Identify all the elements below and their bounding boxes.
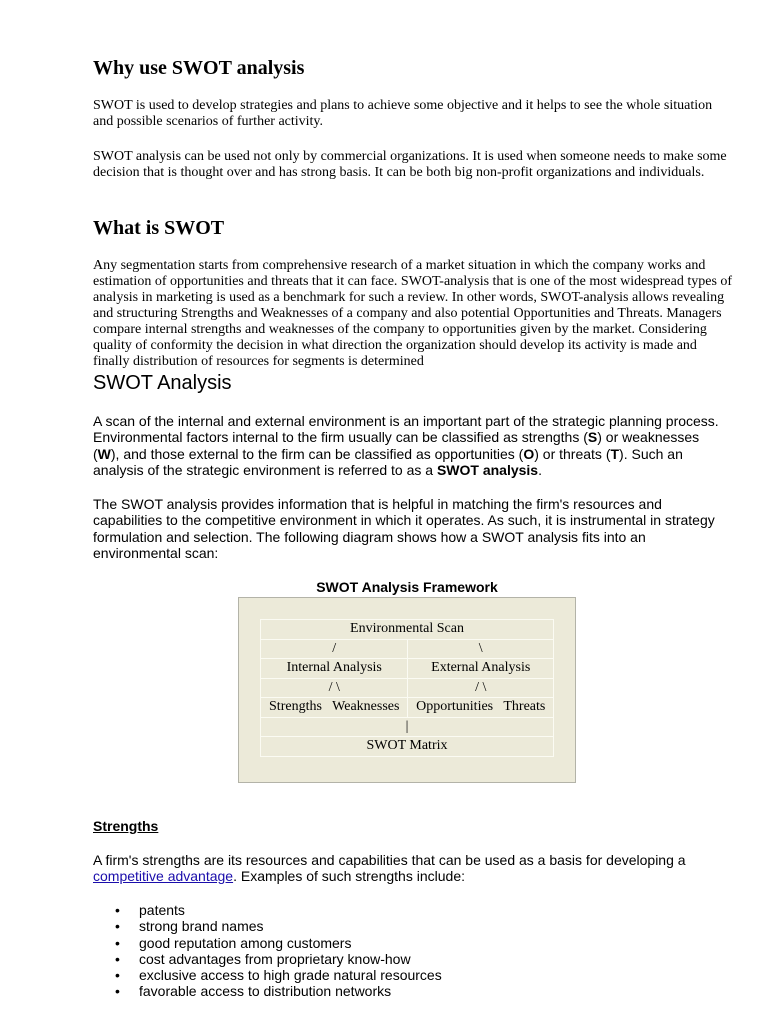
competitive-advantage-link[interactable]: competitive advantage — [93, 868, 234, 885]
label-threats: Threats — [503, 699, 546, 715]
paragraph-segmentation: Any segmentation starts from comprehensive research of a market situation in which the company works and estimation of opportunities and threats that it can face. SWOT-analysis that is one of the most widespread types of analysis in marketing is used as a benchmark for such a review. In other words, SWOT-analysis allows revealing and structuring Strengths and Weaknesses of a company and also potential Opportunities and Threats. Managers compare internal strengths and weaknesses of the company to opportunities given by the market. Considering quality of conformity the decision in what direction the organization should develop its activity is made and finally distribution of resources for segments is determined — [93, 258, 733, 369]
bullet-icon: • — [115, 902, 120, 918]
cell-internal-analysis: Internal Analysis — [261, 659, 408, 679]
cell-slash-left: / — [261, 639, 408, 659]
cell-internal-factors — [261, 698, 408, 718]
cell-swot-matrix: SWOT Matrix — [261, 737, 554, 757]
bullet-icon: • — [115, 918, 120, 935]
list-item: • good reputation among customers — [115, 934, 352, 951]
list-item: • cost advantages from proprietary know-how — [115, 950, 411, 967]
list-item: • favorable access to distribution networks — [115, 983, 392, 1000]
list-item: • strong brand names — [115, 918, 264, 935]
heading-strengths: Strengths — [93, 818, 159, 834]
list-item: • exclusive access to high grade natural resources — [115, 967, 442, 984]
paragraph-strengths-intro: A firm's strengths are its resources and capabilities that can be used as a basis for developing a competitive advantage. Examples of such strengths include: — [93, 852, 686, 885]
paragraph-swot-purpose: SWOT is used to develop strategies and plans to achieve some objective and it helps to see the whole situation and possible scenarios of further activity. — [93, 98, 713, 129]
list-item: • patents — [115, 902, 185, 918]
heading-what-is-swot: What is SWOT — [93, 217, 225, 239]
heading-why-use-swot: Why use SWOT analysis — [93, 57, 305, 79]
swot-framework-diagram — [238, 597, 576, 783]
paragraph-swot-usage: SWOT analysis can be used not only by commercial organizations. It is used when someone needs to make some decision that is thought over and has strong basis. It can be both big non-profit organizations and individuals. — [93, 149, 727, 180]
bullet-icon: • — [115, 934, 120, 951]
paragraph-environment-scan: A scan of the internal and external environment is an important part of the strategic planning process. Environmental factors internal to the firm usually can be classified as strengths (S) or weaknesses (W), and those external to the firm can be classified as opportunities (O) or threats (T). Such an analysis of the strategic environment is referred to as a SWOT analysis. — [93, 413, 719, 478]
cell-branch-internal: / \ — [261, 678, 408, 698]
framework-table — [260, 619, 554, 757]
cell-environmental-scan: Environmental Scan — [261, 620, 554, 640]
bullet-icon: • — [115, 950, 120, 967]
cell-slash-right: \ — [408, 639, 554, 659]
framework-caption: SWOT Analysis Framework — [316, 579, 498, 595]
cell-external-analysis: External Analysis — [408, 659, 554, 679]
heading-swot-analysis: SWOT Analysis — [93, 372, 232, 394]
cell-external-factors — [408, 698, 554, 718]
bullet-icon: • — [115, 967, 120, 984]
cell-branch-external: / \ — [408, 678, 554, 698]
label-weaknesses: Weaknesses — [332, 699, 400, 715]
strengths-list — [93, 902, 442, 1000]
cell-pipe: | — [261, 717, 554, 737]
label-strengths: Strengths — [269, 699, 322, 715]
bullet-icon: • — [115, 983, 120, 1000]
label-opportunities: Opportunities — [416, 699, 494, 715]
paragraph-swot-information: The SWOT analysis provides information that is helpful in matching the firm's resources and capabilities to the competitive environment in which it operates. As such, it is instrumental in strategy formulation and selection. The following diagram shows how a SWOT analysis fits into an environmental scan: — [93, 496, 715, 561]
